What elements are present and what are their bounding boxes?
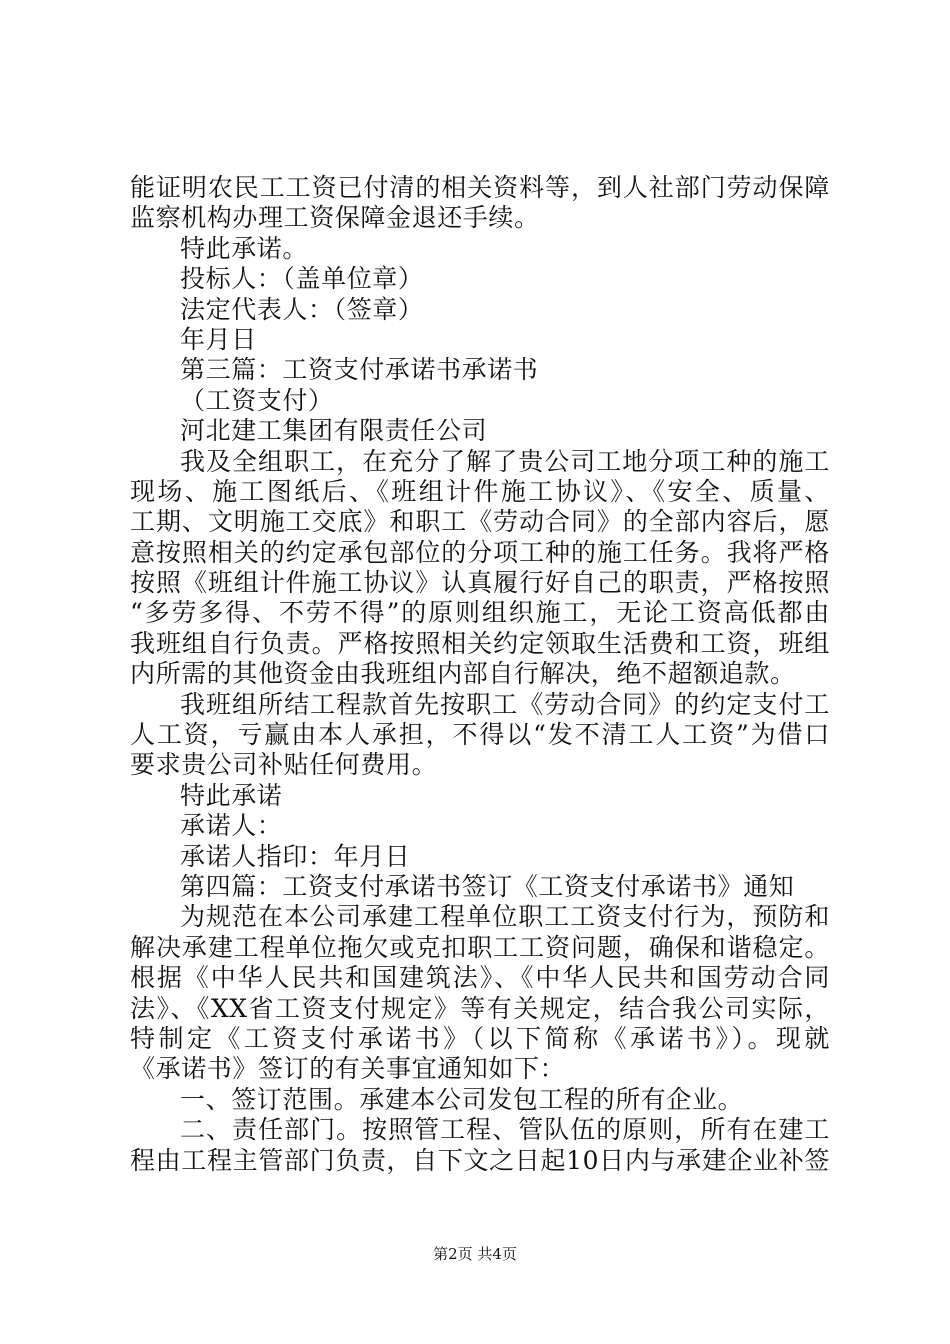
page-number-footer: 第2页 共4页	[433, 1245, 517, 1263]
text-line: 投标人：（盖单位章）	[180, 264, 424, 294]
text-line: 特此承诺	[180, 780, 283, 810]
text-line: 解决承建工程单位拖欠或克扣职工工资问题，确保和谐稳定。	[130, 932, 830, 962]
text-line: 特此承诺。	[180, 233, 309, 263]
text-line: 承诺人指印：年月日	[180, 841, 411, 871]
text-line: 法定代表人：（签章）	[180, 294, 424, 324]
text-line: 按照《班组计件施工协议》认真履行好自己的职责，严格按照	[130, 568, 830, 598]
text-line: 承诺人：	[180, 811, 283, 841]
text-line: 工期、文明施工交底》和职工《劳动合同》的全部内容后，愿	[130, 507, 830, 537]
text-line: （工资支付）	[180, 385, 334, 415]
text-line: 一、签订范围。承建本公司发包工程的所有企业。	[180, 1084, 744, 1114]
text-line: 我班组自行负责。严格按照相关约定领取生活费和工资，班组	[130, 628, 830, 658]
text-line: 法》、《XX省工资支付规定》等有关规定，结合我公司实际，	[130, 993, 830, 1023]
section-heading: 第四篇：工资支付承诺书签订《工资支付承诺书》通知	[180, 871, 795, 901]
document-body	[130, 173, 830, 1176]
text-line: 二、责任部门。按照管工程、管队伍的原则，所有在建工	[180, 1115, 830, 1145]
text-line: 内所需的其他资金由我班组内部自行解决，绝不超额追款。	[130, 659, 796, 689]
text-line: “多劳多得、不劳不得”的原则组织施工，无论工资高低都由	[130, 598, 830, 628]
text-line: 河北建工集团有限责任公司	[180, 416, 488, 446]
text-line: 《承诺书》签订的有关事宜通知如下：	[130, 1054, 566, 1084]
text-line: 现场、施工图纸后、《班组计件施工协议》、《安全、质量、	[130, 476, 830, 506]
text-line: 我及全组职工，在充分了解了贵公司工地分项工种的施工	[180, 446, 830, 476]
text-line: 要求贵公司补贴任何费用。	[130, 750, 438, 780]
section-heading: 第三篇：工资支付承诺书承诺书	[180, 355, 539, 385]
text-line: 意按照相关的约定承包部位的分项工种的施工任务。我将严格	[130, 537, 830, 567]
text-line: 年月日	[180, 324, 257, 354]
text-line: 为规范在本公司承建工程单位职工工资支付行为，预防和	[180, 902, 830, 932]
text-line: 监察机构办理工资保障金退还手续。	[130, 203, 540, 233]
text-line: 能证明农民工工资已付清的相关资料等，到人社部门劳动保障	[130, 173, 830, 202]
text-line: 人工资，亏赢由本人承担，不得以“发不清工人工资”为借口	[130, 720, 830, 750]
text-line: 根据《中华人民共和国建筑法》、《中华人民共和国劳动合同	[130, 963, 830, 993]
text-line: 我班组所结工程款首先按职工《劳动合同》的约定支付工	[180, 689, 830, 719]
text-line: 程由工程主管部门负责，自下文之日起10日内与承建企业补签	[130, 1145, 830, 1175]
text-line: 特制定《工资支付承诺书》（以下简称《承诺书》）。现就	[130, 1023, 830, 1053]
